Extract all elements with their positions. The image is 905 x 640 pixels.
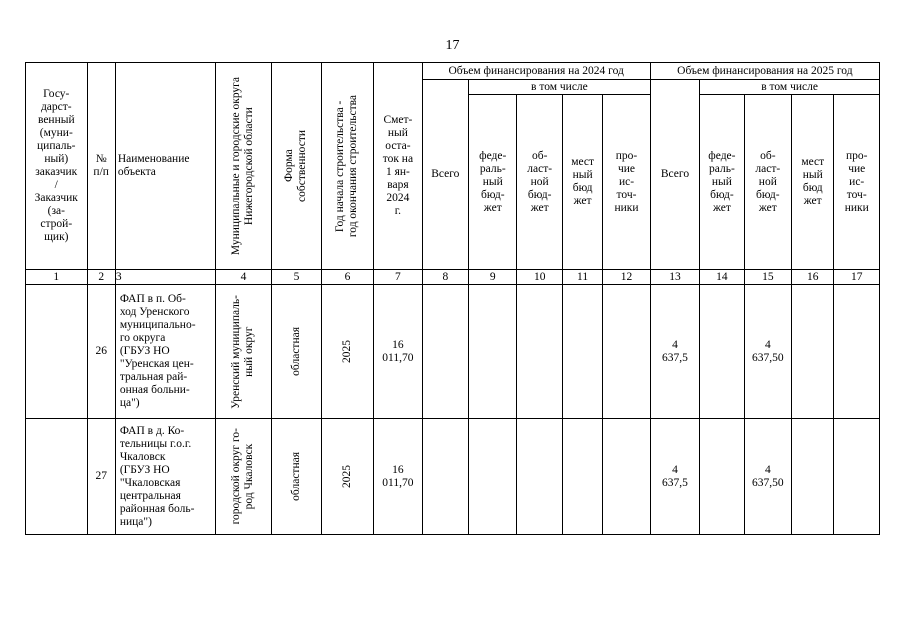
regional-2025: 4 637,50 [744,419,791,535]
header-local-2024: мест ный бюд жет [562,95,602,270]
col-num: 9 [469,270,517,285]
header-regional-2024: об- ласт- ной бюд- жет [517,95,562,270]
municipality-cell [215,419,272,535]
header-num: № п/п [87,63,115,270]
header-total-2024: Всего [422,80,468,270]
federal-2024 [469,419,517,535]
customer-cell [26,419,88,535]
header-municipality-cell [215,63,272,270]
col-num: 12 [603,270,650,285]
ownership: областная [289,327,302,376]
col-num: 4 [215,270,272,285]
header-customer: Госу- дарст- венный (муни- ципаль- ный) заказчик / Заказчик (за- строй- щик) [26,63,88,270]
col-num: 8 [422,270,468,285]
customer-cell [26,285,88,419]
other-2024 [603,419,650,535]
table-row [26,419,880,535]
row-number: 27 [87,419,115,535]
header-name: Наименование объекта [115,63,215,270]
object-name: ФАП в п. Об- ход Уренского муниципально- го округа (ГБУЗ НО "Уренская цен- тральная рай- онная больни- ца") [115,285,215,419]
col-num: 6 [321,270,373,285]
header-years-cell [321,63,373,270]
federal-2025 [700,285,744,419]
total-2025: 4 637,5 [650,419,699,535]
financing-table [25,62,880,535]
header-federal-2024: феде- раль- ный бюд- жет [469,95,517,270]
col-num: 11 [562,270,602,285]
col-num: 16 [792,270,834,285]
local-2025 [792,419,834,535]
local-2025 [792,285,834,419]
local-2024 [562,285,602,419]
header-ownership-cell [272,63,321,270]
col-num: 3 [115,270,215,285]
col-num: 17 [834,270,880,285]
years: 2025 [340,465,353,488]
estimate: 16 011,70 [374,419,422,535]
header-regional-2025: об- ласт- ной бюд- жет [744,95,791,270]
header-fin-2024: Объем финансирования на 2024 год [422,63,650,80]
col-num: 13 [650,270,699,285]
col-num: 15 [744,270,791,285]
municipality: городской округ го- род Чкаловск [230,428,256,525]
other-2024 [603,285,650,419]
header-federal-2025: феде- раль- ный бюд- жет [700,95,744,270]
total-2024 [422,419,468,535]
page-number: 17 [445,38,460,53]
column-numbers-row [26,270,880,285]
local-2024 [562,419,602,535]
federal-2024 [469,285,517,419]
header-ownership: Форма собственности [283,130,309,202]
header-other-2025: про- чие ис- точ- ники [834,95,880,270]
header-estimate: Смет- ный оста- ток на 1 ян- варя 2024 г. [374,63,422,270]
other-2025 [834,285,880,419]
header-fin-2025: Объем финансирования на 2025 год [650,63,879,80]
col-num: 7 [374,270,422,285]
header-years: Год начала строительства - год окончания строительства [334,94,360,238]
header-other-2024: про- чие ис- точ- ники [603,95,650,270]
regional-2024 [517,419,562,535]
col-num: 14 [700,270,744,285]
ownership-cell [272,419,321,535]
row-number: 26 [87,285,115,419]
years-cell [321,285,373,419]
total-2024 [422,285,468,419]
regional-2024 [517,285,562,419]
header-including-2025: в том числе [700,80,880,95]
federal-2025 [700,419,744,535]
header-total-2025: Всего [650,80,699,270]
object-name: ФАП в д. Ко- тельницы г.о.г. Чкаловск (ГБУЗ НО "Чкаловская центральная районная боль- ница") [115,419,215,535]
header-municipality: Муниципальные и городские округа Нижегородской области [230,76,256,256]
col-num: 10 [517,270,562,285]
municipality-cell [215,285,272,419]
municipality: Уренский муниципаль- ный округ [230,294,256,409]
ownership: областная [289,452,302,501]
total-2025: 4 637,5 [650,285,699,419]
estimate: 16 011,70 [374,285,422,419]
years: 2025 [340,340,353,363]
years-cell [321,419,373,535]
ownership-cell [272,285,321,419]
header-local-2025: мест ный бюд жет [792,95,834,270]
col-num: 1 [26,270,88,285]
other-2025 [834,419,880,535]
header-including-2024: в том числе [469,80,651,95]
table-row [26,285,880,419]
regional-2025: 4 637,50 [744,285,791,419]
col-num: 2 [87,270,115,285]
col-num: 5 [272,270,321,285]
